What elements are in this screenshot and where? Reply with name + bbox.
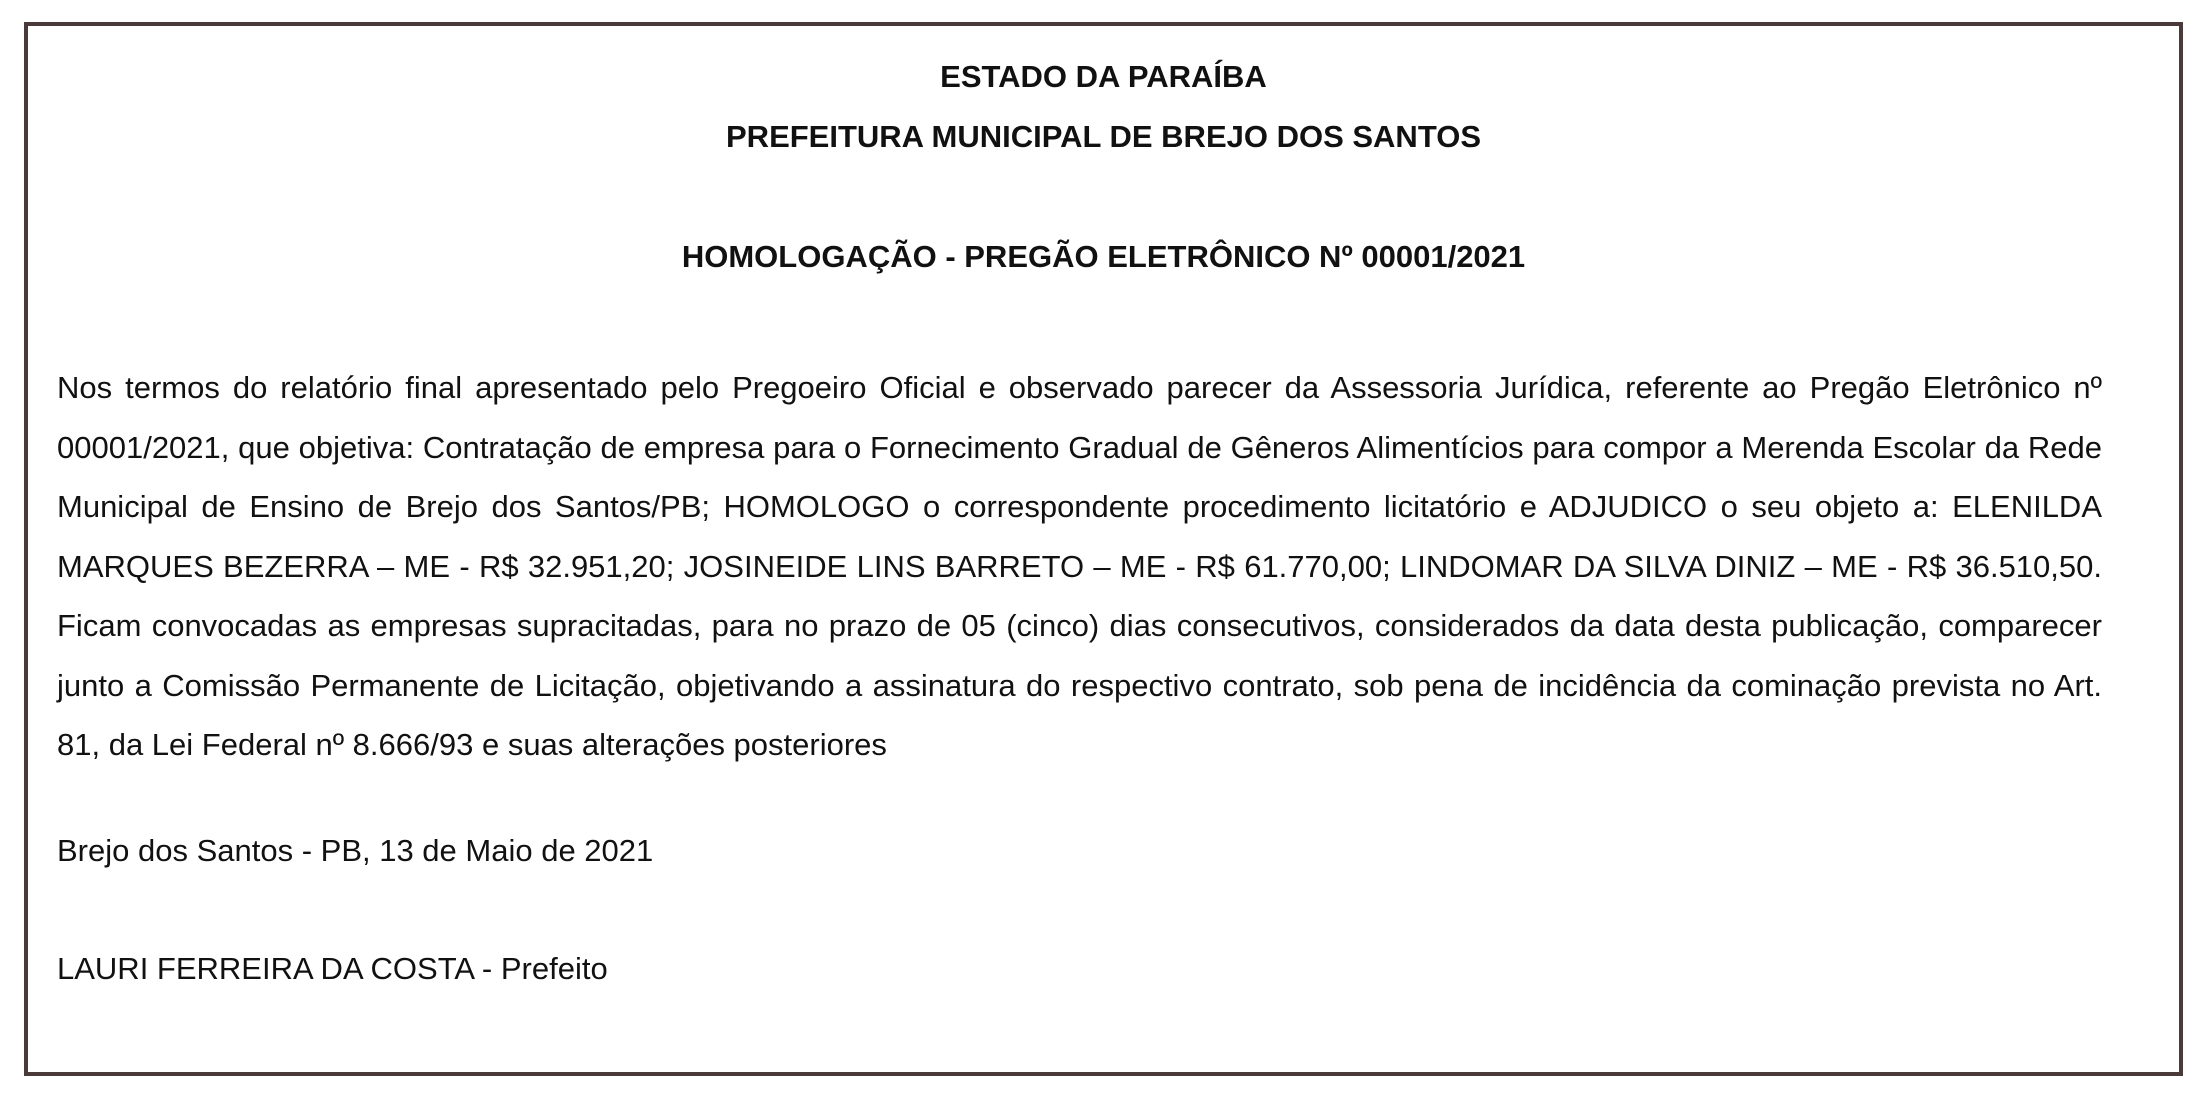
signature-line: LAURI FERREIRA DA COSTA - Prefeito — [57, 951, 608, 986]
place-date: Brejo dos Santos - PB, 13 de Maio de 2021 — [57, 833, 654, 868]
state-heading: ESTADO DA PARAÍBA — [940, 59, 1267, 94]
body-paragraph: Nos termos do relatório final apresentado pelo Pregoeiro Oficial e observado parecer da Assessoria Jurídica, referente ao Pregão Eletrônico nº 00001/2021, que objetiva: Contratação de empresa para o Fornecimento Gradual de Gêneros Alimentícios para compor a Merenda Escolar da Rede Municipal de Ensino de Brejo dos Santos/PB; HOMOLOGO o correspondente procedimento licitatório e ADJUDICO o seu objeto a: ELENILDA MARQUES BEZERRA – ME - R$ 32.951,20; JOSINEIDE LINS BARRETO – ME - R$ 61.770,00; LINDOMAR DA SILVA DINIZ – ME - R$ 36.510,50. Ficam convocadas as empresas supracitadas, para no prazo de 05 (cinco) dias consecutivos, considerados da data desta publicação, comparecer junto a Comissão Permanente de Licitação, objetivando a assinatura do respectivo contrato, sob pena de incidência da cominação prevista no Art. 81, da Lei Federal nº 8.666/93 e suas alterações posteriores — [57, 370, 2102, 762]
document-title: HOMOLOGAÇÃO - PREGÃO ELETRÔNICO Nº 00001/2021 — [681, 239, 1526, 274]
municipality-heading: PREFEITURA MUNICIPAL DE BREJO DOS SANTOS — [726, 119, 1481, 154]
document-frame — [24, 22, 2183, 1076]
